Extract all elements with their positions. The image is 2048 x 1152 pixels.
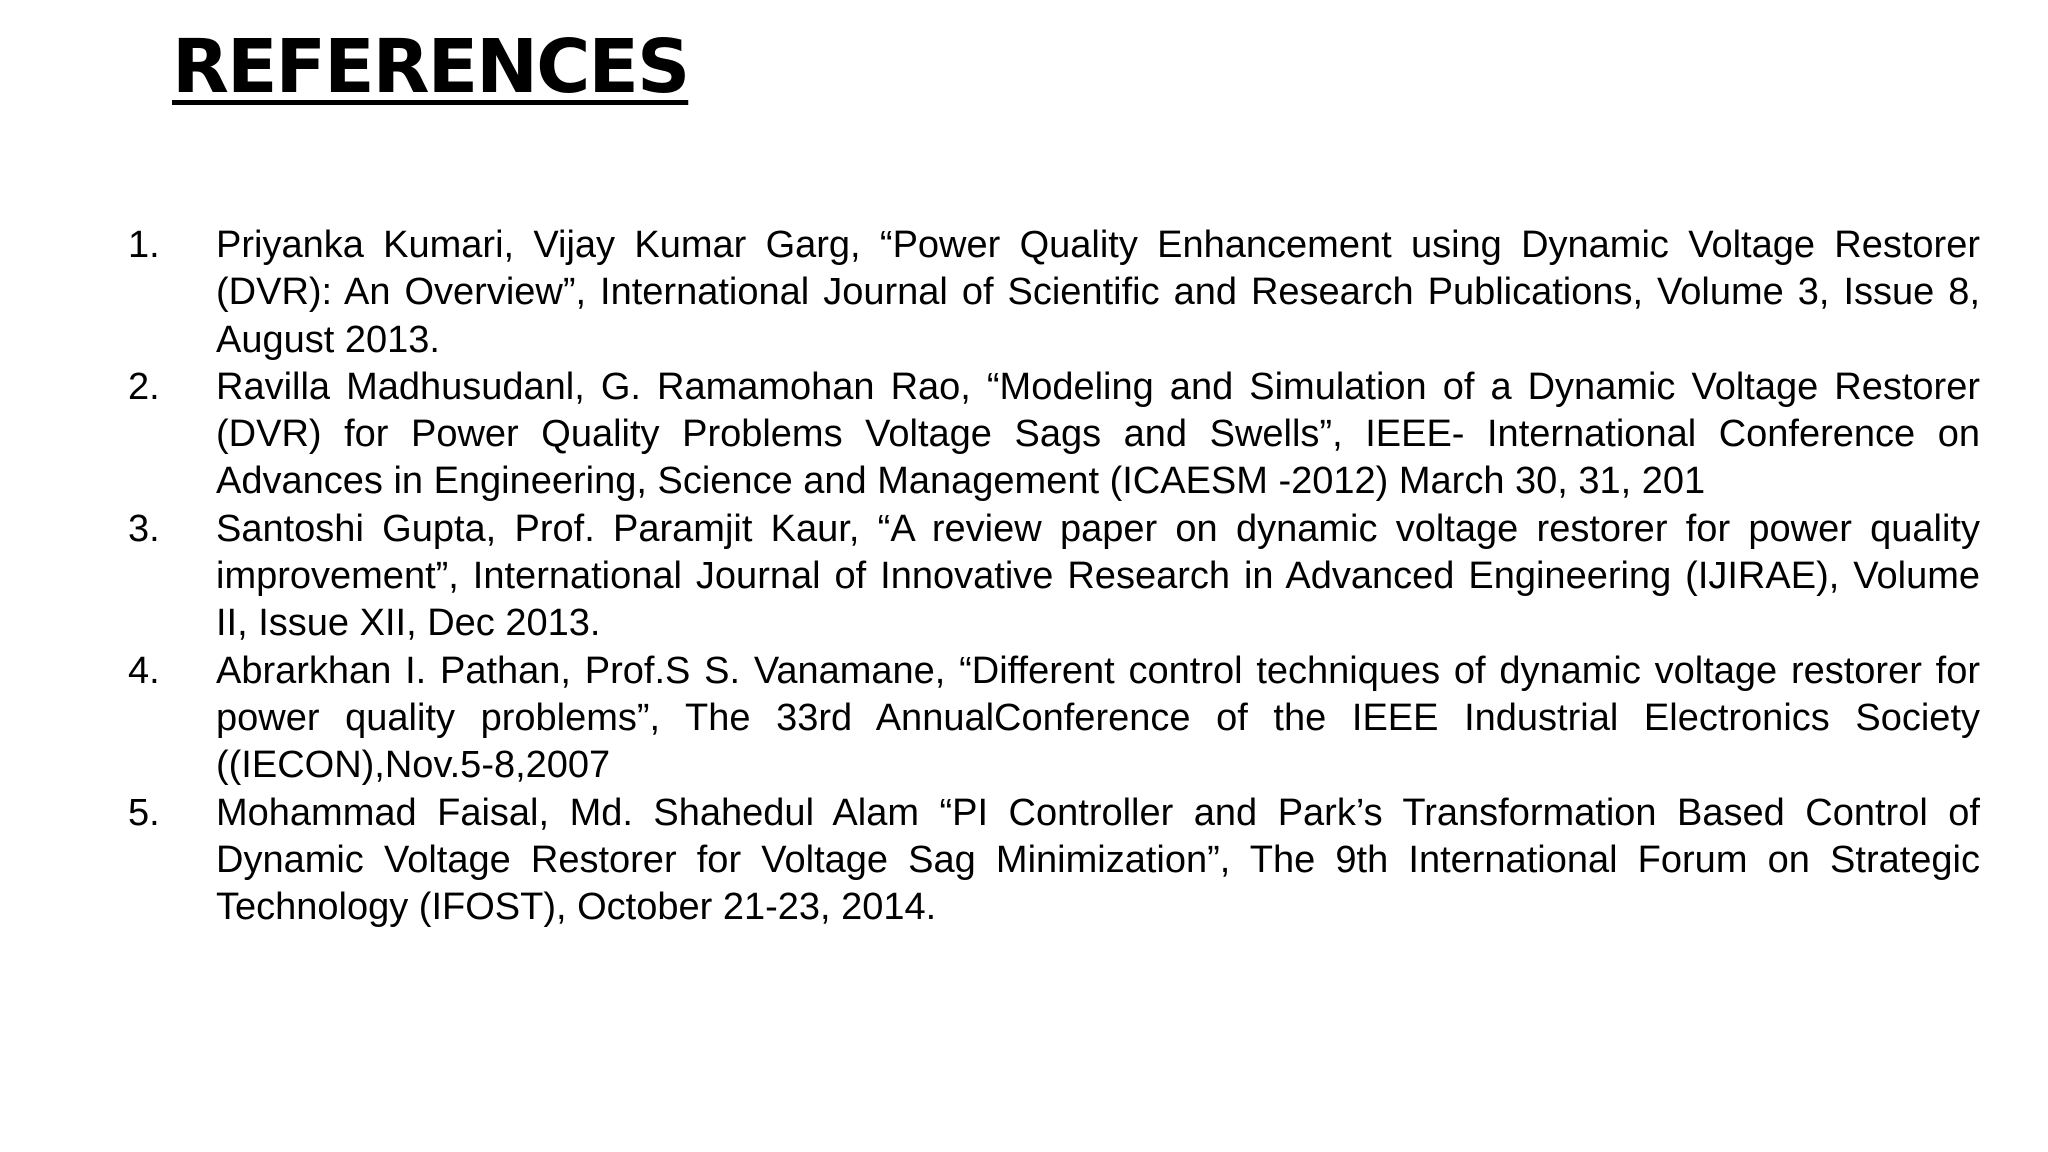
- reference-number: 4.: [128, 649, 160, 692]
- reference-number: 2.: [128, 365, 160, 408]
- reference-number: 5.: [128, 791, 160, 834]
- reference-number: 3.: [128, 507, 160, 550]
- reference-list: [128, 222, 1980, 931]
- page-title: REFERENCES: [172, 24, 689, 110]
- reference-text: Priyanka Kumari, Vijay Kumar Garg, “Power Quality Enhancement using Dynamic Voltage Restorer (DVR): An Overview”, International Journal of Scientific and Research Publications, Volume 3, Issue 8, August 2013.: [216, 224, 1980, 361]
- reference-item: [128, 790, 1980, 932]
- reference-text: Mohammad Faisal, Md. Shahedul Alam “PI Controller and Park’s Transformation Based Control of Dynamic Voltage Restorer for Voltage Sag Minimization”, The 9th International Forum on Strategic Technology (IFOST), October 21-23, 2014.: [216, 791, 1980, 929]
- reference-item: [128, 506, 1980, 648]
- reference-text: Ravilla Madhusudanl, G. Ramamohan Rao, “Modeling and Simulation of a Dynamic Voltage Restorer (DVR) for Power Quality Problems Voltage Sags and Swells”, IEEE- International Conference on Advances in Engineering, Science and Management (ICAESM -2012) March 30, 31, 201: [216, 365, 1980, 503]
- reference-text: Santoshi Gupta, Prof. Paramjit Kaur, “A review paper on dynamic voltage restorer for power quality improvement”, International Journal of Innovative Research in Advanced Engineering (IJIRAE), Volume II, Issue XII, Dec 2013.: [216, 507, 1980, 645]
- reference-number: 1.: [128, 224, 160, 266]
- reference-item: [128, 364, 1980, 506]
- reference-item: [128, 222, 1980, 364]
- reference-text: Abrarkhan I. Pathan, Prof.S S. Vanamane, “Different control techniques of dynamic voltage restorer for power quality problems”, The 33rd AnnualConference of the IEEE Industrial Electronics Society ((IECON),Nov.5-8,2007: [216, 649, 1980, 787]
- reference-item: [128, 648, 1980, 790]
